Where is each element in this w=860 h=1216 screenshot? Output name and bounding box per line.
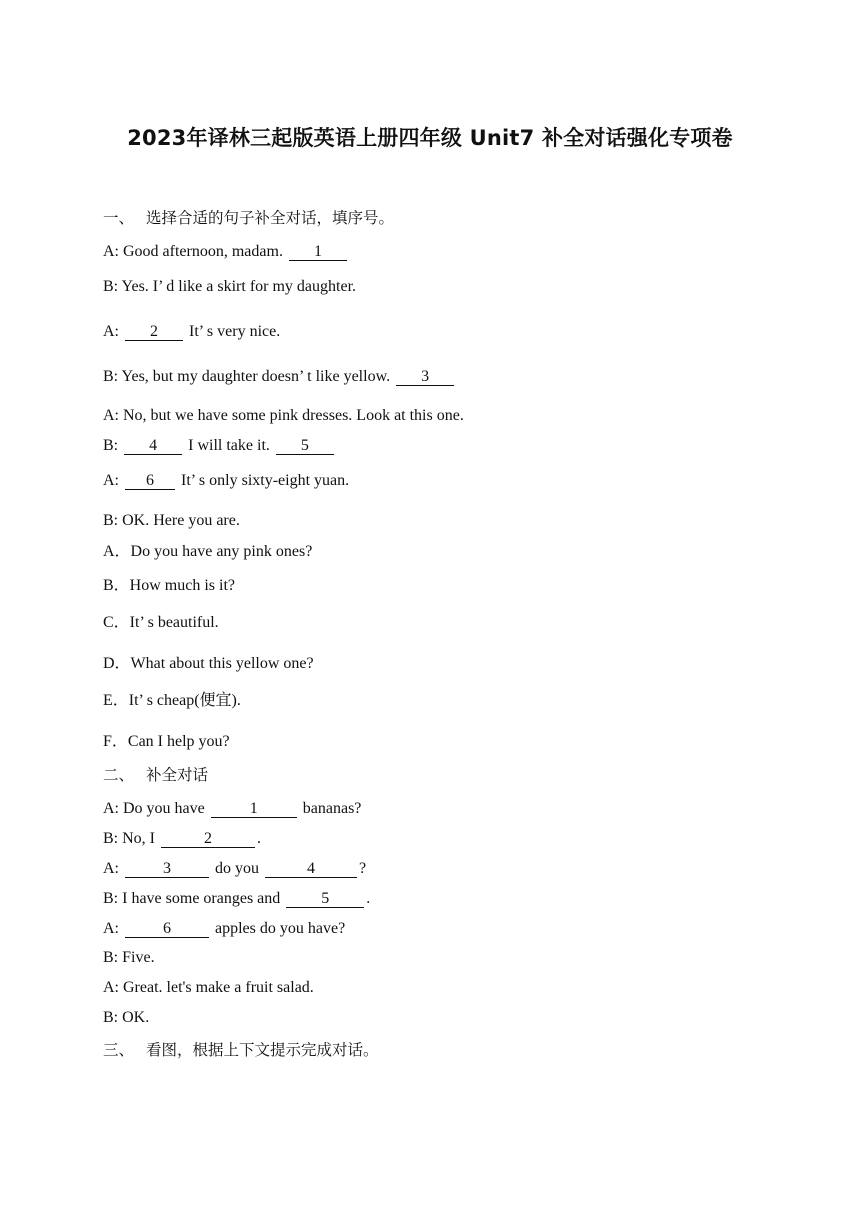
answer-blank[interactable]: 5 <box>286 890 364 908</box>
option-item: A．Do you have any pink ones? <box>103 543 313 560</box>
dialogue-line <box>103 511 240 531</box>
dialogue-text: . <box>257 830 261 847</box>
answer-blank[interactable]: 6 <box>125 920 209 938</box>
section-heading <box>103 765 208 785</box>
dialogue-line <box>103 859 366 879</box>
answer-blank[interactable]: 3 <box>125 860 209 878</box>
dialogue-text: A: <box>103 920 123 937</box>
dialogue-text: It’ s very nice. <box>185 323 281 340</box>
dialogue-text: B: Yes. I’ d like a skirt for my daughter. <box>103 278 357 295</box>
answer-blank[interactable]: 3 <box>396 368 454 386</box>
dialogue-text: I will take it. <box>184 437 274 454</box>
section-number: 二、 <box>103 766 135 784</box>
answer-blank[interactable]: 5 <box>276 437 334 455</box>
dialogue-text: B: <box>103 437 123 454</box>
dialogue-text: B: OK. <box>103 1009 150 1026</box>
dialogue-text: A: Do you have <box>103 800 209 817</box>
dialogue-line <box>103 436 336 456</box>
dialogue-text: B: OK. Here you are. <box>103 512 240 529</box>
dialogue-line <box>103 978 314 998</box>
answer-blank[interactable]: 1 <box>211 800 297 818</box>
dialogue-line <box>103 277 356 297</box>
section-heading <box>103 1040 379 1060</box>
option-item: F．Can I help you? <box>103 733 230 750</box>
answer-blank[interactable]: 2 <box>161 830 255 848</box>
dialogue-text: A: No, but we have some pink dresses. Look at this one. <box>103 407 464 424</box>
dialogue-line <box>103 1008 149 1028</box>
option-item: E．It’ s cheap(便宜). <box>103 692 241 709</box>
dialogue-text: B: I have some oranges and <box>103 890 285 907</box>
section-heading-text: 补全对话 <box>146 766 209 784</box>
section-heading-text: 选择合适的句子补全对话，填序号。 <box>146 209 395 227</box>
dialogue-line <box>103 919 345 939</box>
answer-blank[interactable]: 4 <box>124 437 182 455</box>
dialogue-line <box>103 948 155 968</box>
option-item: D．What about this yellow one? <box>103 655 314 672</box>
answer-blank[interactable]: 4 <box>265 860 357 878</box>
answer-blank[interactable]: 2 <box>125 323 183 341</box>
section-heading-text: 看图，根据上下文提示完成对话。 <box>146 1041 379 1059</box>
option-item: C．It’ s beautiful. <box>103 614 219 631</box>
dialogue-text: B: Yes, but my daughter doesn’ t like yellow. <box>103 368 395 385</box>
dialogue-text: It’ s only sixty-eight yuan. <box>177 472 350 489</box>
option-item: B．How much is it? <box>103 577 235 594</box>
dialogue-text: A: <box>103 323 123 340</box>
section-number: 三、 <box>103 1041 135 1059</box>
dialogue-line <box>103 471 349 491</box>
dialogue-text: A: Great. let's make a fruit salad. <box>103 979 314 996</box>
section-heading <box>103 208 394 228</box>
dialogue-text: A: <box>103 472 123 489</box>
dialogue-line <box>103 829 261 849</box>
page-title: 2023年译林三起版英语上册四年级 Unit7 补全对话强化专项卷 <box>127 126 733 150</box>
dialogue-text: B: No, I <box>103 830 159 847</box>
dialogue-line <box>103 799 361 819</box>
answer-blank[interactable]: 1 <box>289 243 347 261</box>
dialogue-text: do you <box>211 860 263 877</box>
dialogue-text: bananas? <box>298 800 362 817</box>
section-number: 一、 <box>103 209 135 227</box>
dialogue-text: . <box>366 890 371 907</box>
dialogue-text: apples do you have? <box>211 920 346 937</box>
dialogue-line <box>103 889 370 909</box>
dialogue-line <box>103 367 456 387</box>
dialogue-line <box>103 322 280 342</box>
dialogue-line <box>103 242 349 262</box>
dialogue-text: A: <box>103 860 123 877</box>
dialogue-text: A: Good afternoon, madam. <box>103 243 287 260</box>
dialogue-text: B: Five. <box>103 949 155 966</box>
dialogue-line <box>103 406 464 426</box>
dialogue-text: ? <box>359 860 367 877</box>
answer-blank[interactable]: 6 <box>125 472 175 490</box>
